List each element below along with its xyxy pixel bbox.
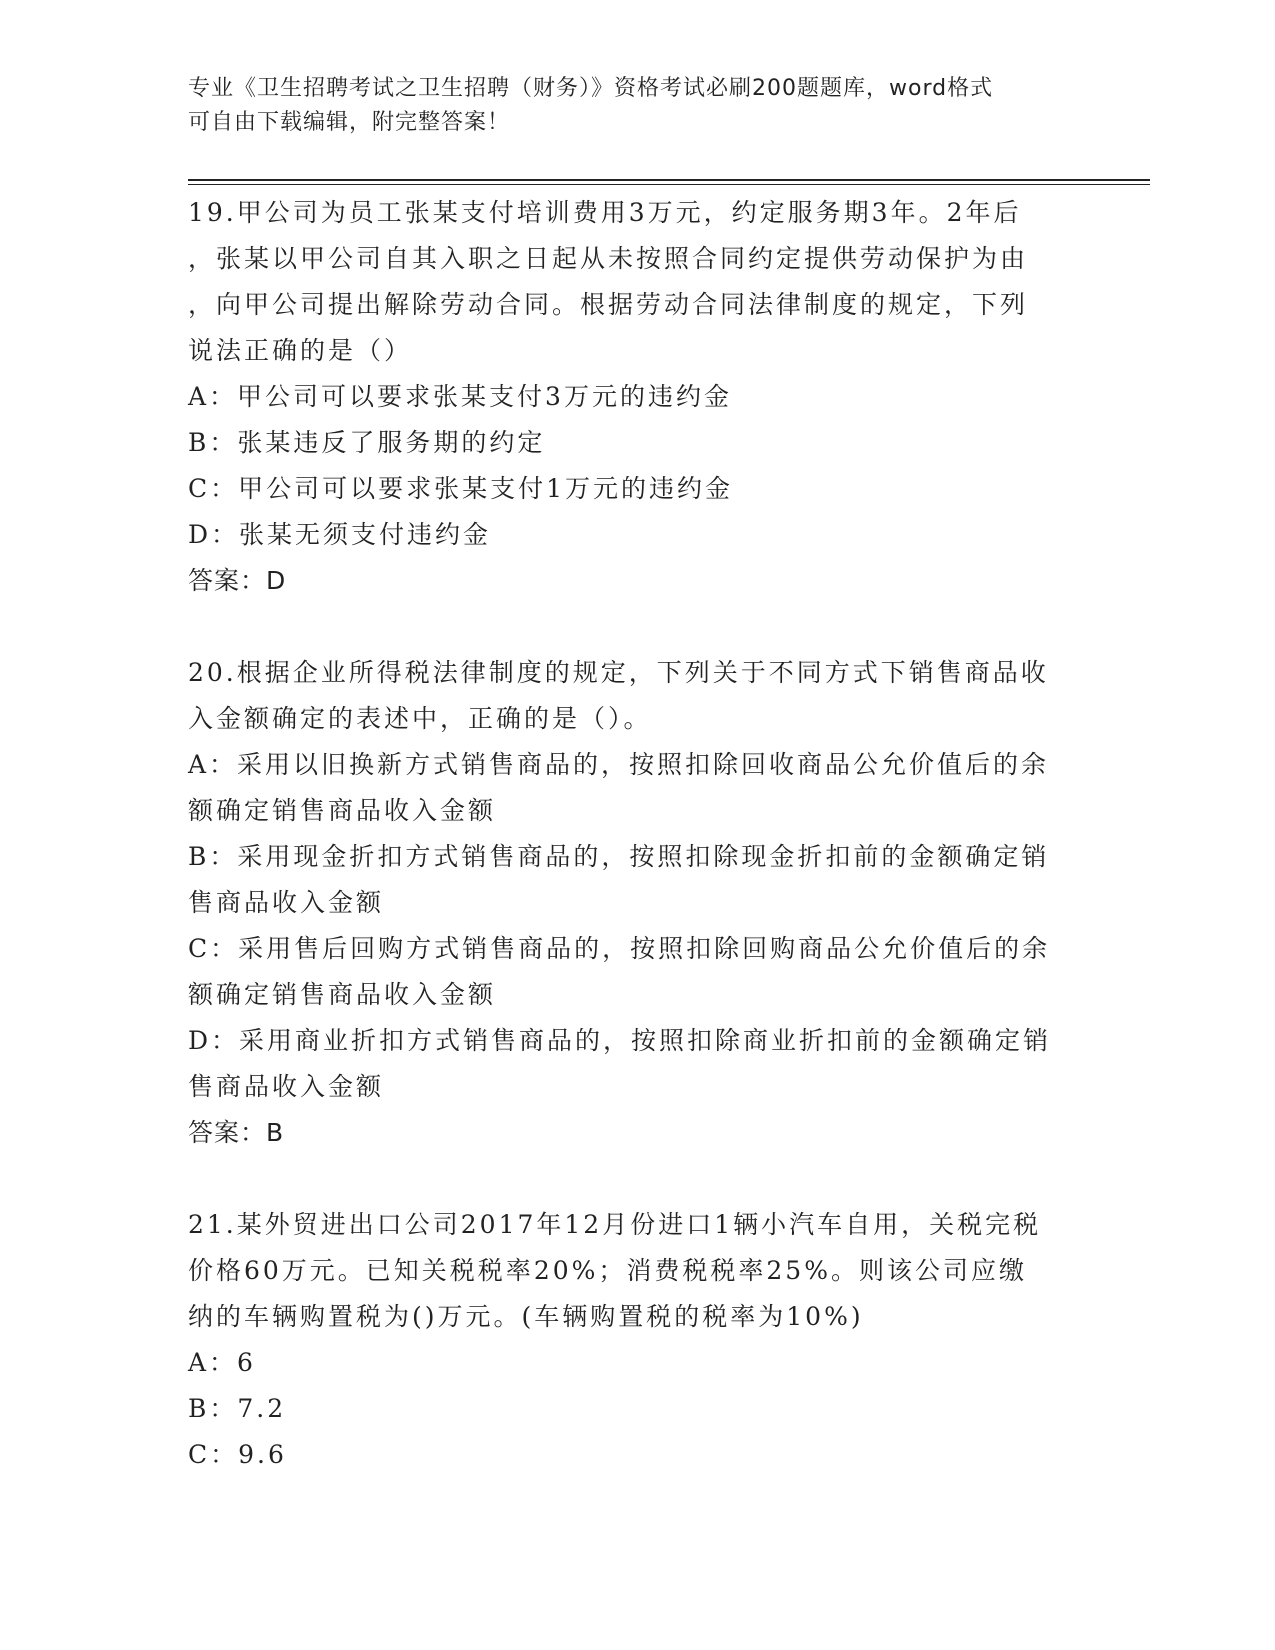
question-stem-line: ，张某以甲公司自其入职之日起从未按照合同约定提供劳动保护为由 bbox=[188, 244, 1029, 273]
question-21 bbox=[188, 1202, 1068, 1478]
option-b-continued: 售商品收入金额 bbox=[188, 888, 385, 917]
option-c: C：甲公司可以要求张某支付1万元的违约金 bbox=[188, 474, 734, 503]
question-stem-line: ，向甲公司提出解除劳动合同。根据劳动合同法律制度的规定，下列 bbox=[188, 290, 1029, 319]
option-b: B：采用现金折扣方式销售商品的，按照扣除现金折扣前的金额确定销 bbox=[188, 842, 1050, 871]
option-d: D：采用商业折扣方式销售商品的，按照扣除商业折扣前的金额确定销 bbox=[188, 1026, 1052, 1055]
option-b: B：7.2 bbox=[188, 1394, 287, 1423]
question-spacer bbox=[188, 1156, 1068, 1202]
option-a: A：6 bbox=[188, 1348, 256, 1377]
question-stem-line: 20.根据企业所得税法律制度的规定，下列关于不同方式下销售商品收 bbox=[188, 658, 1049, 687]
question-stem-line: 21.某外贸进出口公司2017年12月份进口1辆小汽车自用，关税完税 bbox=[188, 1210, 1042, 1239]
question-stem-line: 纳的车辆购置税为()万元。(车辆购置税的税率为10%) bbox=[188, 1302, 864, 1331]
question-spacer bbox=[188, 604, 1068, 650]
header-divider-thick bbox=[188, 179, 1150, 181]
option-c: C：9.6 bbox=[188, 1440, 287, 1469]
header-line-1: 专业《卫生招聘考试之卫生招聘（财务）》资格考试必刷200题题库，word格式 bbox=[188, 76, 994, 101]
option-c: C：采用售后回购方式销售商品的，按照扣除回购商品公允价值后的余 bbox=[188, 934, 1051, 963]
question-19 bbox=[188, 190, 1068, 604]
question-list bbox=[188, 190, 1068, 1478]
question-stem-line: 说法正确的是（） bbox=[188, 336, 413, 365]
option-a: A：甲公司可以要求张某支付3万元的违约金 bbox=[188, 382, 732, 411]
question-20 bbox=[188, 650, 1068, 1156]
question-stem-line: 入金额确定的表述中，正确的是（）。 bbox=[188, 704, 652, 733]
option-d-continued: 售商品收入金额 bbox=[188, 1072, 385, 1101]
header-line-2: 可自由下载编辑，附完整答案！ bbox=[188, 110, 511, 135]
question-stem-line: 价格60万元。已知关税税率20%；消费税税率25%。则该公司应缴 bbox=[188, 1256, 1027, 1285]
document-header bbox=[188, 72, 1088, 140]
option-b: B：张某违反了服务期的约定 bbox=[188, 428, 546, 457]
option-c-continued: 额确定销售商品收入金额 bbox=[188, 980, 497, 1009]
header-divider-thin bbox=[188, 184, 1150, 185]
option-a-continued: 额确定销售商品收入金额 bbox=[188, 796, 497, 825]
answer-line: 答案：B bbox=[188, 1118, 285, 1147]
option-a: A：采用以旧换新方式销售商品的，按照扣除回收商品公允价值后的余 bbox=[188, 750, 1050, 779]
question-stem-line: 19.甲公司为员工张某支付培训费用3万元，约定服务期3年。2年后 bbox=[188, 198, 1022, 227]
option-d: D：张某无须支付违约金 bbox=[188, 520, 492, 549]
answer-line: 答案：D bbox=[188, 566, 287, 595]
